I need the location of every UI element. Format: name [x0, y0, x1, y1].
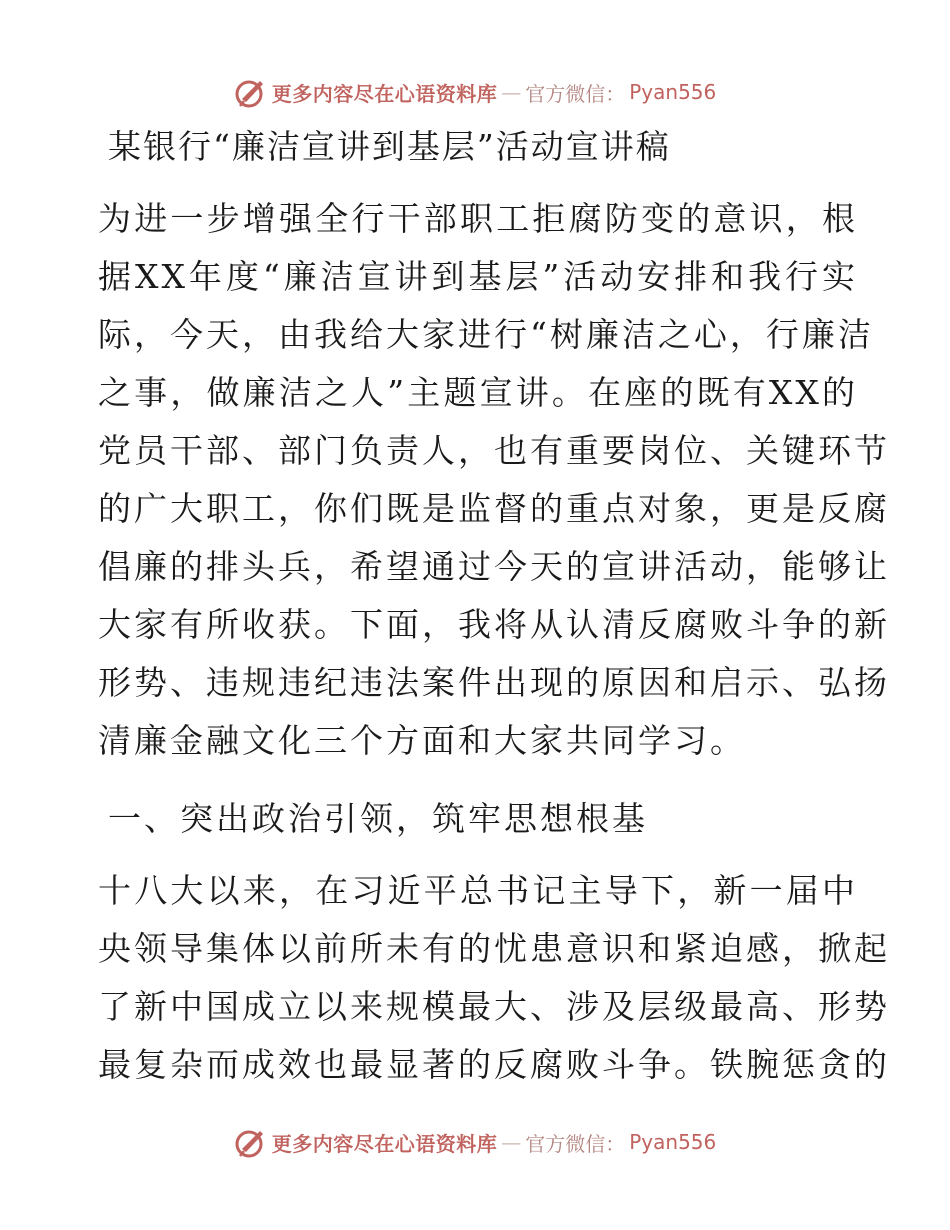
- footer-watermark: [0, 1122, 950, 1162]
- quill-logo-icon: [234, 75, 268, 109]
- quill-logo-icon: [234, 1125, 268, 1159]
- paragraph-line: 了新中国成立以来规模最大、涉及层级最高、形势: [98, 987, 890, 1026]
- document-title: 某银行“廉洁宣讲到基层”活动宣讲稿: [108, 127, 671, 166]
- paragraph-line: 据XX年度“廉洁宣讲到基层”活动安排和我行实: [98, 257, 858, 296]
- watermark-separator: —: [501, 80, 522, 104]
- section-heading: 一、突出政治引领，筑牢思想根基: [108, 799, 648, 838]
- watermark-wechat-id: Pyan556: [629, 1130, 717, 1154]
- paragraph-line: 党员干部、部门负责人，也有重要岗位、关键环节: [98, 431, 890, 470]
- paragraph-line: 清廉金融文化三个方面和大家共同学习。: [98, 721, 746, 760]
- watermark-content: [234, 75, 717, 109]
- watermark-wechat-label: 官方微信：: [525, 81, 626, 106]
- section1-paragraph: [98, 862, 890, 1094]
- paragraph-line: 的广大职工，你们既是监督的重点对象，更是反腐: [98, 489, 890, 528]
- watermark-main-text: 更多内容尽在心语资料库: [271, 1131, 498, 1156]
- paragraph-line: 大家有所收获。下面，我将从认清反腐败斗争的新: [98, 605, 890, 644]
- paragraph-line: 形势、违规违纪违法案件出现的原因和启示、弘扬: [98, 663, 890, 702]
- paragraph-line: 之事，做廉洁之人”主题宣讲。在座的既有XX的: [98, 373, 858, 412]
- paragraph-line: 际，今天，由我给大家进行“树廉洁之心，行廉洁: [98, 315, 874, 354]
- watermark-main-text: 更多内容尽在心语资料库: [271, 81, 498, 106]
- paragraph-line: 最复杂而成效也最显著的反腐败斗争。铁腕惩贪的: [98, 1045, 890, 1084]
- paragraph-line: 央领导集体以前所未有的忧患意识和紧迫感，掀起: [98, 929, 890, 968]
- watermark-separator: —: [501, 1130, 522, 1154]
- watermark-content: [234, 1125, 717, 1159]
- intro-paragraph: [98, 190, 890, 770]
- watermark-wechat-id: Pyan556: [629, 80, 717, 104]
- header-watermark: [0, 72, 950, 112]
- paragraph-line: 为进一步增强全行干部职工拒腐防变的意识，根: [98, 199, 858, 238]
- paragraph-line: 倡廉的排头兵，希望通过今天的宣讲活动，能够让: [98, 547, 890, 586]
- watermark-wechat-label: 官方微信：: [525, 1131, 626, 1156]
- paragraph-line: 十八大以来，在习近平总书记主导下，新一届中: [98, 871, 858, 910]
